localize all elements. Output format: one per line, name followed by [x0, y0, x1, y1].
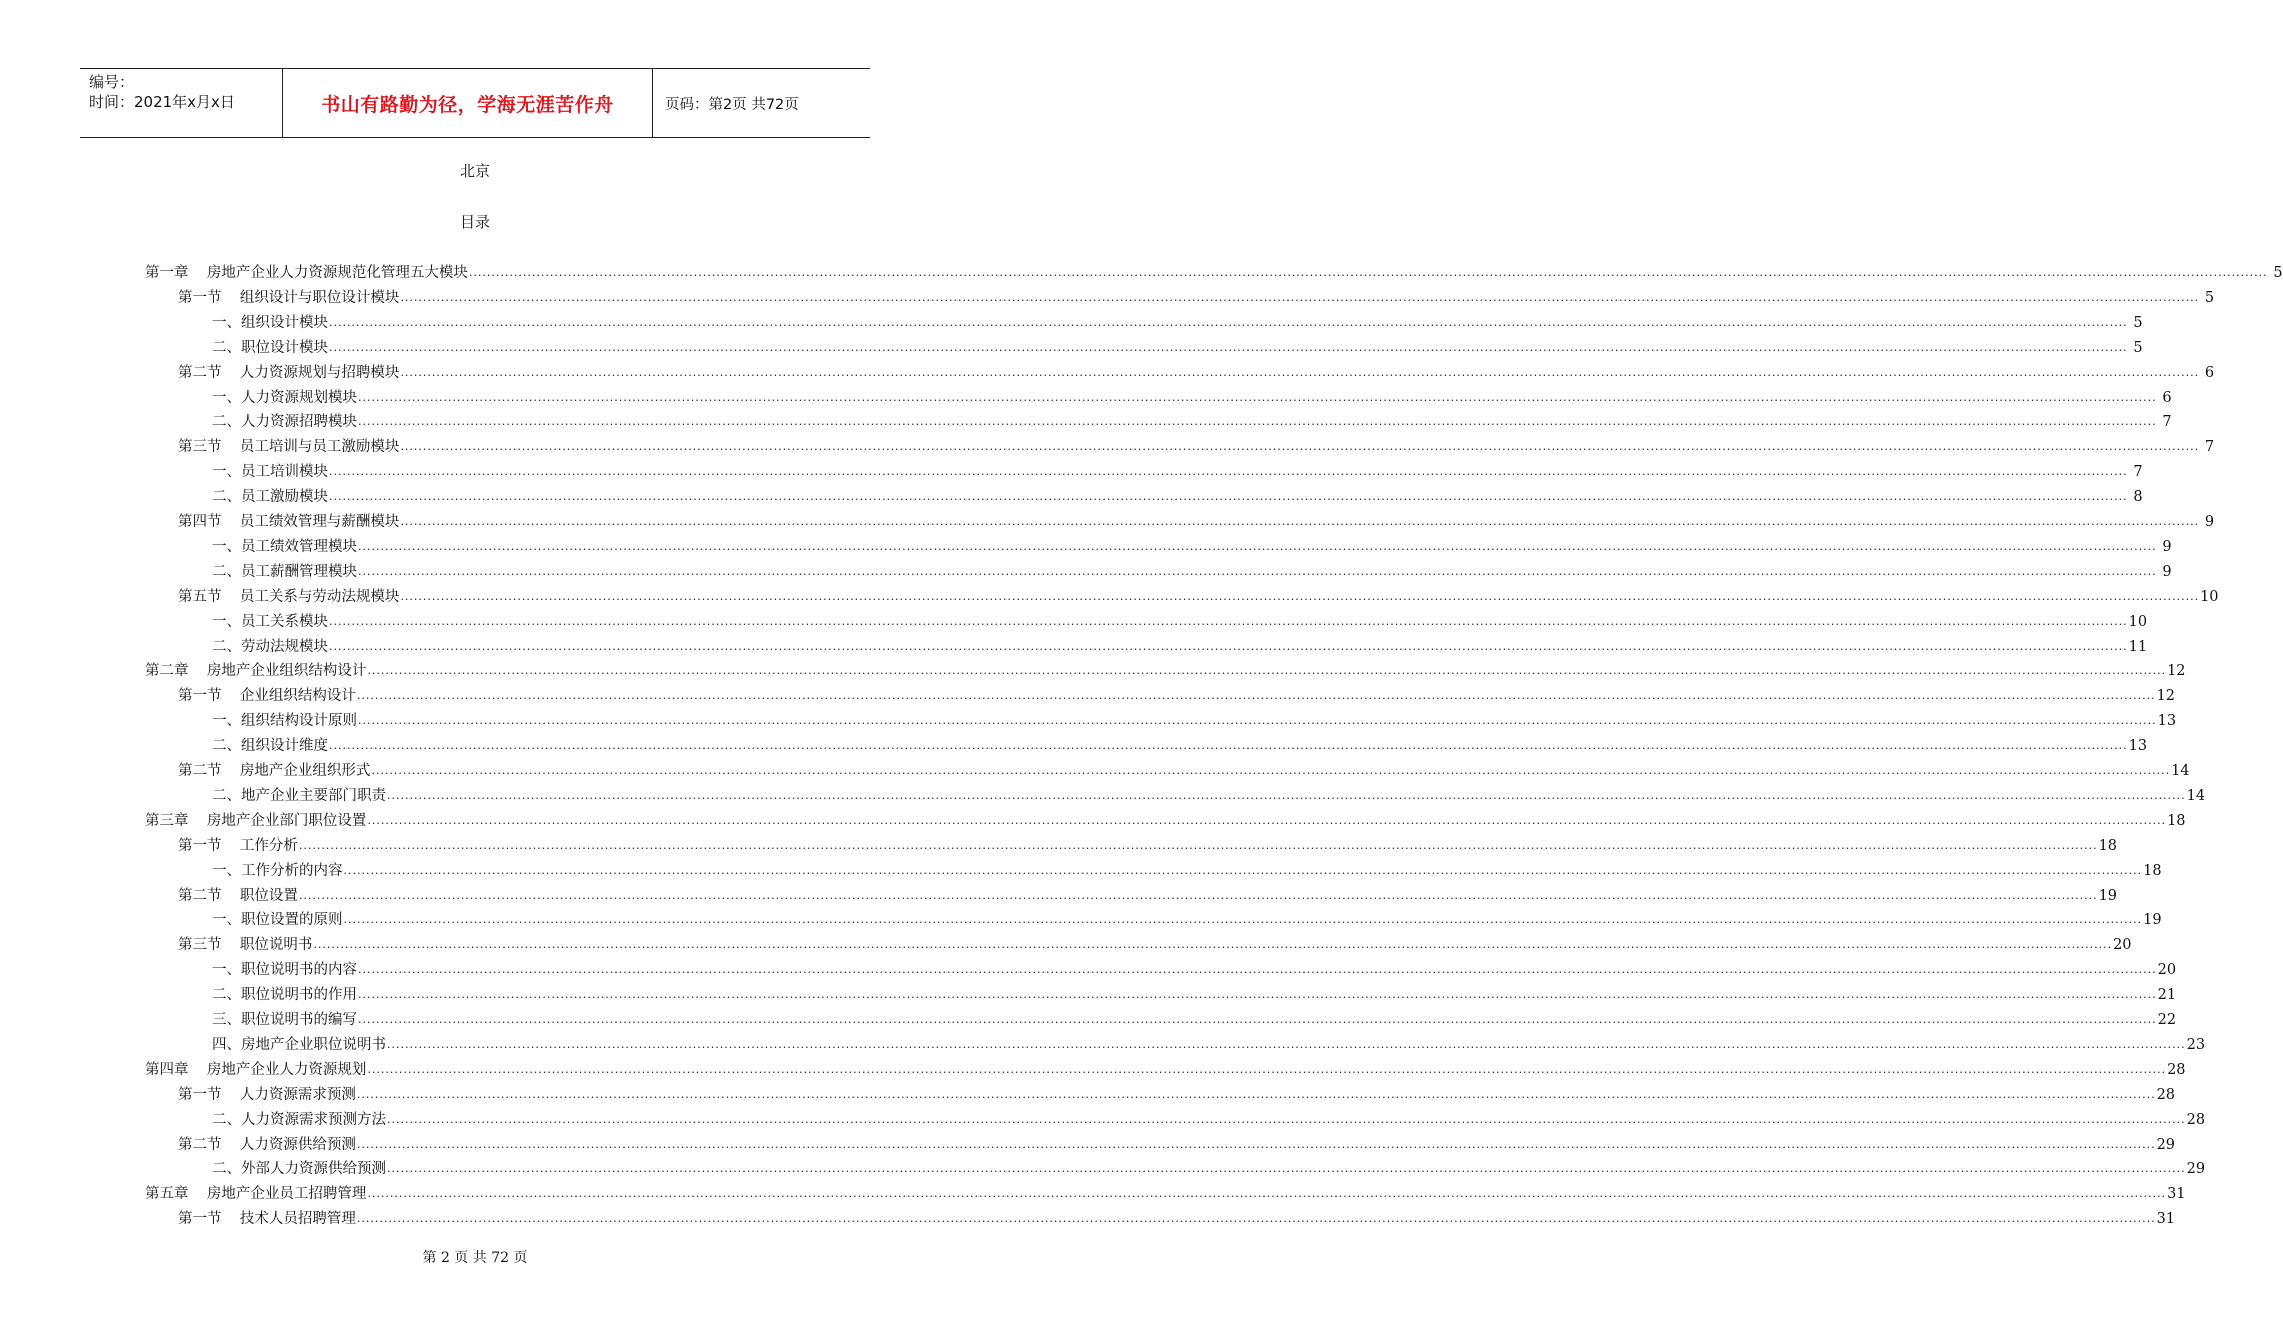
toc-title: 目录	[459, 213, 490, 231]
toc-entry-title: 一、组织设计模块	[212, 314, 328, 331]
toc-entry-page: 28	[2156, 1086, 2176, 1103]
toc-leader-dots: ................................................................................................................................................................................................................................................................................................................................................................................................................	[313, 938, 2113, 952]
toc-entry-page: 9	[2162, 538, 2172, 555]
toc-entry-title: 二、员工薪酬管理模块	[212, 563, 357, 580]
toc-entry-title: 二、人力资源需求预测方法	[212, 1111, 386, 1128]
toc-leader-dots: ................................................................................................................................................................................................................................................................................................................................................................................................................	[329, 639, 2128, 653]
toc-entry-page: 31	[2156, 1211, 2176, 1228]
toc-entry-page: 28	[2186, 1111, 2206, 1128]
toc-entry-page: 18	[2167, 812, 2186, 829]
toc-entry-page: 12	[2167, 663, 2186, 680]
toc-entry[interactable]	[178, 1129, 2176, 1154]
toc-entry[interactable]	[178, 1079, 2176, 1104]
toc-leader-dots: ................................................................................................................................................................................................................................................................................................................................................................................................................	[400, 589, 2200, 603]
toc-entry-page: 19	[2143, 912, 2162, 929]
toc-entry-title: 二、劳动法规模块	[212, 638, 328, 655]
toc-entry[interactable]	[212, 481, 2143, 506]
toc-entry-title: 四、房地产企业职位说明书	[212, 1036, 386, 1053]
toc-entry-title: 第四节 员工绩效管理与薪酬模块	[178, 514, 400, 530]
toc-entry[interactable]	[145, 1054, 2186, 1079]
toc-entry[interactable]	[212, 979, 2177, 1004]
toc-leader-dots: ................................................................................................................................................................................................................................................................................................................................................................................................................	[387, 1112, 2186, 1126]
toc-entry-page: 19	[2098, 887, 2118, 904]
toc-entry-title: 第二章 房地产企业组织结构设计	[145, 663, 367, 680]
toc-leader-dots: ................................................................................................................................................................................................................................................................................................................................................................................................................	[367, 664, 2167, 678]
toc-entry-page: 29	[2186, 1161, 2206, 1178]
toc-leader-dots: ................................................................................................................................................................................................................................................................................................................................................................................................................	[298, 838, 2098, 852]
toc-entry-title: 一、职位说明书的内容	[212, 962, 357, 979]
toc-entry-page: 9	[2204, 514, 2215, 530]
toc-leader-dots: ................................................................................................................................................................................................................................................................................................................................................................................................................	[387, 1037, 2186, 1051]
toc-leader-dots: ................................................................................................................................................................................................................................................................................................................................................................................................................	[356, 1212, 2156, 1226]
toc-entry[interactable]	[178, 282, 2215, 307]
toc-leader-dots: ................................................................................................................................................................................................................................................................................................................................................................................................................	[468, 266, 2268, 279]
toc-leader-dots: ................................................................................................................................................................................................................................................................................................................................................................................................................	[343, 863, 2143, 877]
toc-entry-title: 一、职位设置的原则	[212, 912, 343, 929]
toc-entry[interactable]	[178, 581, 2219, 606]
toc-entry-title: 第一节 人力资源需求预测	[178, 1086, 356, 1103]
toc-entry[interactable]	[212, 307, 2143, 332]
toc-entry-title: 一、员工绩效管理模块	[212, 538, 357, 555]
toc-leader-dots: ................................................................................................................................................................................................................................................................................................................................................................................................................	[356, 1137, 2156, 1151]
toc-entry[interactable]	[178, 830, 2118, 855]
toc-entry-title: 一、组织结构设计原则	[212, 713, 357, 730]
toc-entry-title: 第一节 组织设计与职位设计模块	[178, 289, 400, 306]
toc-entry-page: 8	[2133, 489, 2143, 506]
toc-leader-dots: ................................................................................................................................................................................................................................................................................................................................................................................................................	[371, 764, 2171, 777]
toc-entry-page: 5	[2133, 339, 2143, 356]
toc-entry[interactable]	[212, 780, 2206, 805]
toc-leader-dots: ................................................................................................................................................................................................................................................................................................................................................................................................................	[298, 888, 2098, 902]
toc-leader-dots: ................................................................................................................................................................................................................................................................................................................................................................................................................	[358, 390, 2157, 404]
toc-entry-title: 第一节 技术人员招聘管理	[178, 1211, 356, 1228]
toc-leader-dots: ................................................................................................................................................................................................................................................................................................................................................................................................................	[387, 788, 2186, 802]
toc-entry[interactable]	[212, 1153, 2206, 1178]
toc-leader-dots: ................................................................................................................................................................................................................................................................................................................................................................................................................	[400, 290, 2200, 304]
toc-entry-title: 第四章 房地产企业人力资源规划	[145, 1061, 367, 1078]
toc-entry-page: 10	[2128, 613, 2148, 630]
toc-entry-title: 二、职位设计模块	[212, 339, 328, 356]
toc-entry[interactable]	[212, 606, 2148, 631]
toc-leader-dots: ................................................................................................................................................................................................................................................................................................................................................................................................................	[329, 490, 2128, 504]
toc-entry-title: 三、职位说明书的编写	[212, 1012, 357, 1028]
toc-entry-title: 一、员工培训模块	[212, 464, 328, 481]
toc-entry-title: 一、员工关系模块	[212, 613, 328, 630]
toc-leader-dots: ................................................................................................................................................................................................................................................................................................................................................................................................................	[358, 714, 2157, 728]
toc-entry-title: 第二节 人力资源供给预测	[178, 1136, 356, 1153]
toc-entry-page: 5	[2133, 314, 2143, 331]
toc-entry-title: 二、外部人力资源供给预测	[212, 1161, 386, 1178]
toc-entry[interactable]	[145, 805, 2186, 830]
toc-entry[interactable]	[212, 954, 2177, 979]
toc-entry-page: 12	[2156, 688, 2176, 705]
toc-entry[interactable]	[212, 904, 2162, 929]
toc-entry-title: 第一节 企业组织结构设计	[178, 688, 356, 705]
toc-entry[interactable]	[212, 1004, 2177, 1029]
page-footer: 第 2 页 共 72 页	[422, 1250, 528, 1266]
toc-entry[interactable]	[212, 406, 2172, 431]
toc-entry[interactable]	[212, 531, 2172, 556]
toc-leader-dots: ................................................................................................................................................................................................................................................................................................................................................................................................................	[329, 315, 2128, 329]
toc-entry-page: 7	[2204, 439, 2215, 456]
toc-entry[interactable]	[212, 556, 2172, 581]
toc-leader-dots: ................................................................................................................................................................................................................................................................................................................................................................................................................	[400, 515, 2200, 528]
toc-entry[interactable]	[145, 655, 2186, 680]
toc-entry-title: 第五节 员工关系与劳动法规模块	[178, 588, 400, 605]
toc-entry[interactable]	[178, 680, 2176, 705]
document-time-label: 时间：2021年x月x日	[89, 93, 235, 111]
toc-entry-title: 第二节 人力资源规划与招聘模块	[178, 364, 400, 381]
toc-entry[interactable]	[212, 1029, 2206, 1054]
toc-entry[interactable]	[178, 1203, 2176, 1228]
toc-entry-page: 20	[2113, 937, 2132, 954]
toc-entry-title: 第二节 职位设置	[178, 887, 298, 904]
toc-entry-page: 5	[2273, 265, 2283, 281]
toc-entry[interactable]	[178, 880, 2118, 905]
toc-entry-title: 二、人力资源招聘模块	[212, 414, 357, 431]
toc-entry[interactable]	[212, 456, 2143, 481]
toc-entry-page: 29	[2156, 1136, 2176, 1153]
toc-entry-page: 11	[2128, 638, 2148, 655]
toc-entry[interactable]	[178, 357, 2215, 382]
toc-entry-title: 二、职位说明书的作用	[212, 987, 357, 1004]
toc-entry-page: 6	[2204, 364, 2215, 381]
toc-entry-page: 21	[2157, 987, 2177, 1004]
toc-leader-dots: ................................................................................................................................................................................................................................................................................................................................................................................................................	[400, 440, 2200, 454]
toc-entry-page: 28	[2167, 1061, 2186, 1078]
toc-leader-dots: ................................................................................................................................................................................................................................................................................................................................................................................................................	[358, 1013, 2157, 1026]
toc-leader-dots: ................................................................................................................................................................................................................................................................................................................................................................................................................	[358, 963, 2157, 977]
toc-leader-dots: ................................................................................................................................................................................................................................................................................................................................................................................................................	[329, 739, 2128, 753]
toc-leader-dots: ................................................................................................................................................................................................................................................................................................................................................................................................................	[343, 913, 2143, 927]
toc-entry[interactable]	[178, 431, 2215, 456]
toc-leader-dots: ................................................................................................................................................................................................................................................................................................................................................................................................................	[367, 1187, 2167, 1201]
toc-entry-page: 20	[2157, 962, 2177, 979]
header-meta	[80, 69, 282, 137]
toc-entry-title: 二、员工激励模块	[212, 489, 328, 506]
toc-entry-title: 第三节 员工培训与员工激励模块	[178, 439, 400, 456]
toc-entry-title: 第五章 房地产企业员工招聘管理	[145, 1186, 367, 1203]
document-number-label: 编号：	[89, 73, 135, 91]
toc-entry[interactable]	[212, 382, 2172, 407]
toc-entry-page: 31	[2167, 1186, 2186, 1203]
toc-leader-dots: ................................................................................................................................................................................................................................................................................................................................................................................................................	[387, 1162, 2186, 1176]
toc-entry[interactable]	[178, 506, 2215, 531]
toc-entry-page: 7	[2133, 464, 2143, 481]
toc-entry-page: 14	[2186, 787, 2206, 804]
toc-entry-title: 第一章 房地产企业人力资源规范化管理五大模块	[145, 265, 468, 281]
subtitle: 北京	[459, 162, 490, 180]
toc-leader-dots: ................................................................................................................................................................................................................................................................................................................................................................................................................	[358, 415, 2157, 429]
toc-leader-dots: ................................................................................................................................................................................................................................................................................................................................................................................................................	[356, 689, 2156, 703]
toc-entry-page: 18	[2098, 837, 2118, 854]
toc-entry-title: 第二节 房地产企业组织形式	[178, 763, 371, 779]
toc-leader-dots: ................................................................................................................................................................................................................................................................................................................................................................................................................	[356, 1087, 2156, 1101]
toc-leader-dots: ................................................................................................................................................................................................................................................................................................................................................................................................................	[358, 988, 2157, 1002]
toc-entry[interactable]	[178, 929, 2132, 954]
toc-entry[interactable]	[212, 705, 2177, 730]
toc-entry-page: 14	[2171, 763, 2190, 779]
toc-entry-page: 22	[2157, 1012, 2177, 1028]
toc-leader-dots: ................................................................................................................................................................................................................................................................................................................................................................................................................	[400, 365, 2200, 379]
toc-entry-title: 第一节 工作分析	[178, 837, 298, 854]
toc-entry-title: 二、地产企业主要部门职责	[212, 787, 386, 804]
toc-entry-title: 二、组织设计维度	[212, 738, 328, 755]
toc-entry-page: 6	[2162, 389, 2172, 406]
toc-entry[interactable]	[145, 257, 2283, 282]
toc-entry-title: 第三节 职位说明书	[178, 937, 313, 954]
toc-entry[interactable]	[212, 631, 2148, 656]
toc-leader-dots: ................................................................................................................................................................................................................................................................................................................................................................................................................	[329, 340, 2128, 354]
toc-entry-page: 23	[2186, 1036, 2206, 1053]
toc-entry-page: 10	[2200, 588, 2219, 605]
toc-leader-dots: ................................................................................................................................................................................................................................................................................................................................................................................................................	[358, 564, 2157, 578]
toc-entry-title: 一、工作分析的内容	[212, 862, 343, 879]
toc-leader-dots: ................................................................................................................................................................................................................................................................................................................................................................................................................	[358, 539, 2157, 553]
toc-entry[interactable]	[212, 1104, 2206, 1129]
toc-entry-page: 5	[2204, 289, 2215, 306]
toc-leader-dots: ................................................................................................................................................................................................................................................................................................................................................................................................................	[329, 614, 2128, 628]
toc-entry[interactable]	[212, 855, 2162, 880]
toc-entry-page: 13	[2157, 713, 2177, 730]
toc-entry-title: 第三章 房地产企业部门职位设置	[145, 812, 367, 829]
toc-entry-page: 13	[2128, 738, 2148, 755]
toc-entry[interactable]	[145, 1178, 2186, 1203]
toc-leader-dots: ................................................................................................................................................................................................................................................................................................................................................................................................................	[367, 813, 2167, 827]
toc-leader-dots: ................................................................................................................................................................................................................................................................................................................................................................................................................	[329, 465, 2128, 479]
toc-entry-page: 9	[2162, 563, 2172, 580]
toc-entry[interactable]	[212, 332, 2143, 357]
toc-entry[interactable]	[212, 730, 2148, 755]
toc-entry[interactable]	[178, 755, 2190, 780]
header-motto: 书山有路勤为径，学海无涯苦作舟	[282, 69, 653, 137]
header-page-info: 页码：第2页 共72页	[665, 96, 799, 113]
toc-leader-dots: ................................................................................................................................................................................................................................................................................................................................................................................................................	[367, 1062, 2167, 1076]
toc-entry-title: 一、人力资源规划模块	[212, 389, 357, 406]
toc-entry-page: 7	[2162, 414, 2172, 431]
page-header	[80, 68, 870, 138]
toc-entry-page: 18	[2143, 862, 2162, 879]
